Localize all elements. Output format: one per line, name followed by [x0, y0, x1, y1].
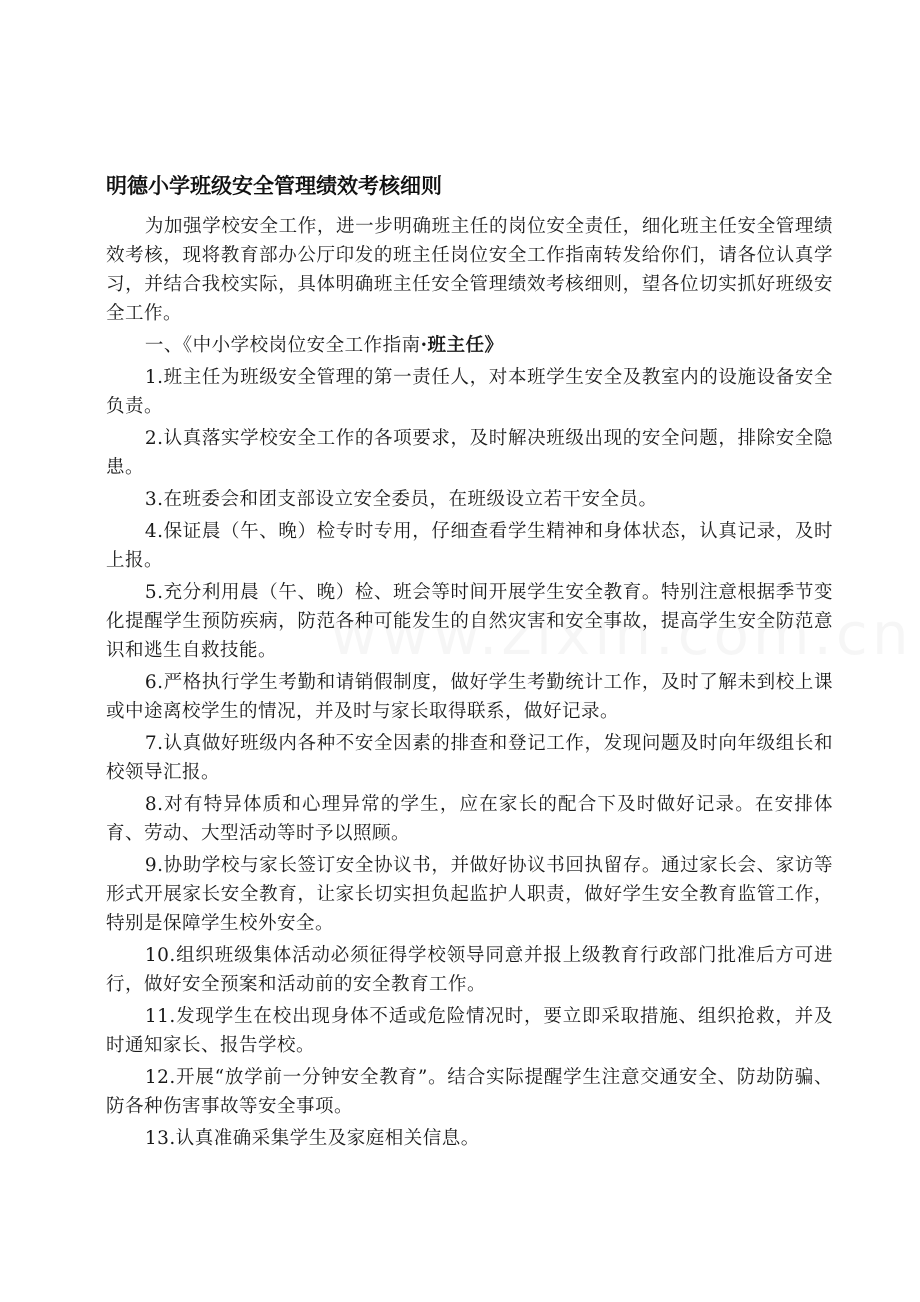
section-heading-prefix: 一、《中小学校岗位安全工作指南 [144, 335, 421, 356]
section-heading [106, 331, 833, 360]
document-body [106, 212, 833, 1156]
list-item-2: 2.认真落实学校安全工作的各项要求，及时解决班级出现的安全问题，排除安全隐患。 [106, 428, 833, 478]
list-item-6: 6.严格执行学生考勤和请销假制度，做好学生考勤统计工作，及时了解未到校上课或中途离校学生的情况，并及时与家长取得联系，做好记录。 [106, 672, 833, 722]
list-item-8: 8.对有特异体质和心理异常的学生，应在家长的配合下及时做好记录。在安排体育、劳动、大型活动等时予以照顾。 [106, 794, 833, 844]
list-item-4: 4.保证晨（午、晚）检专时专用，仔细查看学生精神和身体状态，认真记录，及时上报。 [106, 521, 833, 571]
list-item-10: 10.组织班级集体活动必须征得学校领导同意并报上级教育行政部门批准后方可进行，做好安全预案和活动前的安全教育工作。 [106, 945, 833, 995]
section-heading-bold: ·班主任》 [420, 335, 504, 356]
list-item-12: 12.开展“放学前一分钟安全教育”。结合实际提醒学生注意交通安全、防劫防骗、防各种伤害事故等安全事项。 [106, 1067, 833, 1117]
list-item-3: 3.在班委会和团支部设立安全委员，在班级设立若干安全员。 [144, 489, 658, 510]
list-item-7: 7.认真做好班级内各种不安全因素的排查和登记工作，发现问题及时向年级组长和校领导汇报。 [106, 733, 833, 783]
list-item-9: 9.协助学校与家长签订安全协议书，并做好协议书回执留存。通过家长会、家访等形式开展家长安全教育，让家长切实担负起监护人职责，做好学生安全教育监管工作，特别是保障学生校外安全。 [106, 855, 833, 934]
intro-paragraph: 为加强学校安全工作，进一步明确班主任的岗位安全责任，细化班主任安全管理绩效考核，现将教育部办公厅印发的班主任岗位安全工作指南转发给你们，请各位认真学习，并结合我校实际，具体明确班主任安全管理绩效考核细则，望各位切实抓好班级安全工作。 [106, 216, 833, 324]
list-item-11: 11.发现学生在校出现身体不适或危险情况时，要立即采取措施、组织抢救，并及时通知家长、报告学校。 [106, 1006, 833, 1056]
list-item-13: 13.认真准确采集学生及家庭相关信息。 [144, 1128, 480, 1149]
document-title: 明德小学班级安全管理绩效考核细则 [106, 174, 442, 198]
list-item-5: 5.充分利用晨（午、晚）检、班会等时间开展学生安全教育。特别注意根据季节变化提醒学生预防疾病，防范各种可能发生的自然灾害和安全事故，提高学生安全防范意识和逃生自救技能。 [106, 582, 833, 661]
list-item-1: 1.班主任为班级安全管理的第一责任人，对本班学生安全及教室内的设施设备安全负责。 [106, 367, 833, 417]
